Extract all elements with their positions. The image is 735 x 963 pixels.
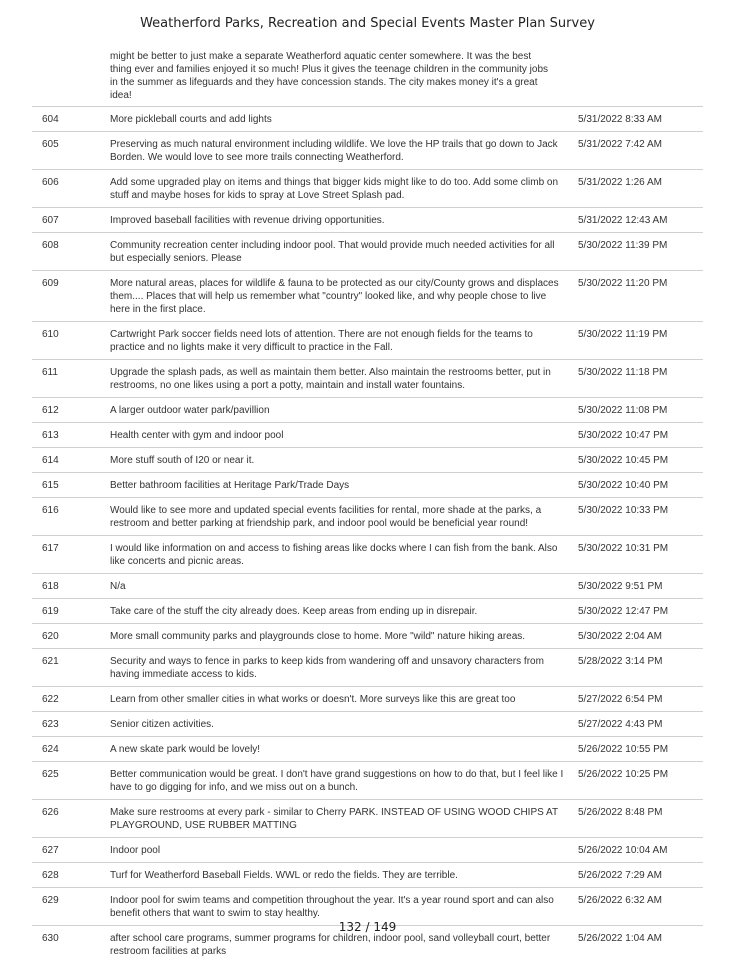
page-indicator: 132 / 149 <box>338 920 397 934</box>
response-number: 612 <box>42 405 59 416</box>
response-date: 5/30/2022 12:47 PM <box>578 606 669 617</box>
responses-table <box>32 106 703 963</box>
response-text: Better communication would be great. I don't have grand suggestions on how to do that, but I feel like I have to go digging for info, and we miss out on a bunch. <box>110 769 564 793</box>
response-text: More pickleball courts and add lights <box>110 114 272 125</box>
response-text: Make sure restrooms at every park - similar to Cherry PARK. INSTEAD OF USING WOOD CHIPS AT PLAYGROUND, USE RUBBER MATTING <box>110 807 558 831</box>
response-number: 615 <box>42 480 59 491</box>
response-number: 621 <box>42 656 59 667</box>
response-date: 5/26/2022 8:48 PM <box>578 807 663 818</box>
table-row <box>32 422 703 447</box>
response-number: 616 <box>42 505 59 516</box>
response-text: Turf for Weatherford Baseball Fields. WWL or redo the fields. They are terrible. <box>110 870 458 881</box>
response-number: 604 <box>42 114 59 125</box>
response-number: 624 <box>42 744 59 755</box>
response-text: A larger outdoor water park/pavillion <box>110 405 270 416</box>
response-number: 611 <box>42 367 58 378</box>
table-row <box>32 799 703 837</box>
response-number: 619 <box>42 606 59 617</box>
response-date: 5/30/2022 11:18 PM <box>578 367 668 378</box>
response-number: 623 <box>42 719 59 730</box>
response-text: Health center with gym and indoor pool <box>110 430 284 441</box>
table-row <box>32 862 703 887</box>
response-text: Would like to see more and updated special events facilities for rental, more shade at the parks, a restroom and better parking at friendship park, and indoor pool would be beneficial year round! <box>110 505 542 529</box>
response-date: 5/26/2022 6:32 AM <box>578 895 662 906</box>
table-row <box>32 837 703 862</box>
table-row <box>32 686 703 711</box>
table-row <box>32 131 703 169</box>
response-text: N/a <box>110 581 126 592</box>
response-number: 622 <box>42 694 59 705</box>
page-title: Weatherford Parks, Recreation and Special Events Master Plan Survey <box>140 16 595 31</box>
response-number: 625 <box>42 769 59 780</box>
table-row <box>32 736 703 761</box>
response-date: 5/30/2022 10:33 PM <box>578 505 669 516</box>
response-date: 5/28/2022 3:14 PM <box>578 656 663 667</box>
response-text: A new skate park would be lovely! <box>110 744 261 755</box>
table-row <box>32 623 703 648</box>
response-date: 5/30/2022 10:45 PM <box>578 455 669 466</box>
response-text: Improved baseball facilities with revenue driving opportunities. <box>110 215 385 226</box>
response-date: 5/26/2022 7:29 AM <box>578 870 662 881</box>
response-text: Indoor pool <box>110 845 161 856</box>
response-text: More small community parks and playgrounds close to home. More "wild" nature hiking areas. <box>110 631 526 642</box>
table-row <box>32 270 703 321</box>
table-row <box>32 169 703 207</box>
response-text: after school care programs, summer programs for children, indoor pool, sand volleyball court, better restroom facilities at parks <box>110 933 551 957</box>
response-text: Cartwright Park soccer fields need lots of attention. There are not enough fields for the teams to practice and no lights make it very difficult to practice in the Fall. <box>110 329 533 353</box>
response-date: 5/31/2022 8:33 AM <box>578 114 662 125</box>
response-text: Upgrade the splash pads, as well as maintain them better. Also maintain the restrooms better, put in restrooms, no one likes using a port a potty, maintain and install water fountains. <box>110 367 551 391</box>
response-date: 5/26/2022 10:25 PM <box>578 769 669 780</box>
table-row <box>32 321 703 359</box>
response-number: 614 <box>42 455 59 466</box>
response-text: I would like information on and access to fishing areas like docks where I can fish from the bank. Also like concerts and picnic areas. <box>110 543 558 567</box>
table-row <box>32 761 703 799</box>
table-row <box>32 535 703 573</box>
response-date: 5/26/2022 1:04 AM <box>578 933 662 944</box>
response-text: More natural areas, places for wildlife & fauna to be protected as our city/County grows and displaces them.... Places that will help us remember what "country" looked like, and why people chose to live here in the first place. <box>110 278 559 315</box>
table-row <box>32 359 703 397</box>
response-number: 608 <box>42 240 59 251</box>
response-number: 610 <box>42 329 59 340</box>
response-number: 609 <box>42 278 59 289</box>
response-number: 627 <box>42 845 59 856</box>
response-date: 5/26/2022 10:55 PM <box>578 744 669 755</box>
response-date: 5/31/2022 12:43 AM <box>578 215 668 226</box>
response-number: 605 <box>42 139 59 150</box>
response-date: 5/30/2022 11:08 PM <box>578 405 668 416</box>
response-text: Take care of the stuff the city already does. Keep areas from ending up in disrepair. <box>110 606 478 617</box>
response-number: 630 <box>42 933 59 944</box>
response-text: Senior citizen activities. <box>110 719 214 730</box>
response-number: 629 <box>42 895 59 906</box>
response-date: 5/27/2022 6:54 PM <box>578 694 663 705</box>
response-text: More stuff south of I20 or near it. <box>110 455 255 466</box>
response-date: 5/30/2022 10:31 PM <box>578 543 669 554</box>
response-number: 617 <box>42 543 59 554</box>
response-date: 5/27/2022 4:43 PM <box>578 719 663 730</box>
continuation-text: might be better to just make a separate Weatherford aquatic center somewhere. It was the best thing ever and families enjoyed it so much! Plus it gives the teenage children in the community jobs in the summer as lifeguards and they have concession stands. The city makes money it's a great idea! <box>110 51 549 101</box>
response-text: Preserving as much natural environment including wildlife. We love the HP trails that go down to Jack Borden. We would love to see more trails connecting Weatherford. <box>110 139 558 163</box>
table-row <box>32 106 703 131</box>
response-number: 618 <box>42 581 59 592</box>
response-text: Better bathroom facilities at Heritage Park/Trade Days <box>110 480 350 491</box>
response-number: 620 <box>42 631 59 642</box>
response-date: 5/31/2022 7:42 AM <box>578 139 662 150</box>
response-date: 5/30/2022 11:20 PM <box>578 278 668 289</box>
response-text: Add some upgraded play on items and things that bigger kids might like to do too. Add some climb on stuff and maybe hoses for kids to spray at Love Street Splash pad. <box>110 177 559 201</box>
table-row <box>32 207 703 232</box>
response-number: 607 <box>42 215 59 226</box>
response-text: Community recreation center including indoor pool. That would provide much needed activities for all but especially seniors. Please <box>110 240 555 264</box>
table-row <box>32 648 703 686</box>
response-number: 613 <box>42 430 59 441</box>
response-date: 5/30/2022 2:04 AM <box>578 631 662 642</box>
response-text: Indoor pool for swim teams and competition throughout the year. It's a year round sport and can also benefit others that want to swim to stay healthy. <box>110 895 554 919</box>
response-text: Learn from other smaller cities in what works or doesn't. More surveys like this are great too <box>110 694 516 705</box>
response-date: 5/30/2022 11:39 PM <box>578 240 668 251</box>
table-row <box>32 397 703 422</box>
table-row <box>32 573 703 598</box>
response-text: Security and ways to fence in parks to keep kids from wandering off and unsavory characters from having immediate access to kids. <box>110 656 544 680</box>
table-row <box>32 598 703 623</box>
response-date: 5/31/2022 1:26 AM <box>578 177 662 188</box>
response-number: 606 <box>42 177 59 188</box>
response-date: 5/30/2022 10:47 PM <box>578 430 669 441</box>
table-row <box>32 711 703 736</box>
response-date: 5/30/2022 11:19 PM <box>578 329 668 340</box>
response-date: 5/26/2022 10:04 AM <box>578 845 668 856</box>
response-date: 5/30/2022 10:40 PM <box>578 480 669 491</box>
response-date: 5/30/2022 9:51 PM <box>578 581 663 592</box>
table-row <box>32 232 703 270</box>
table-row <box>32 497 703 535</box>
table-row <box>32 472 703 497</box>
response-number: 628 <box>42 870 59 881</box>
table-row <box>32 447 703 472</box>
response-number: 626 <box>42 807 59 818</box>
